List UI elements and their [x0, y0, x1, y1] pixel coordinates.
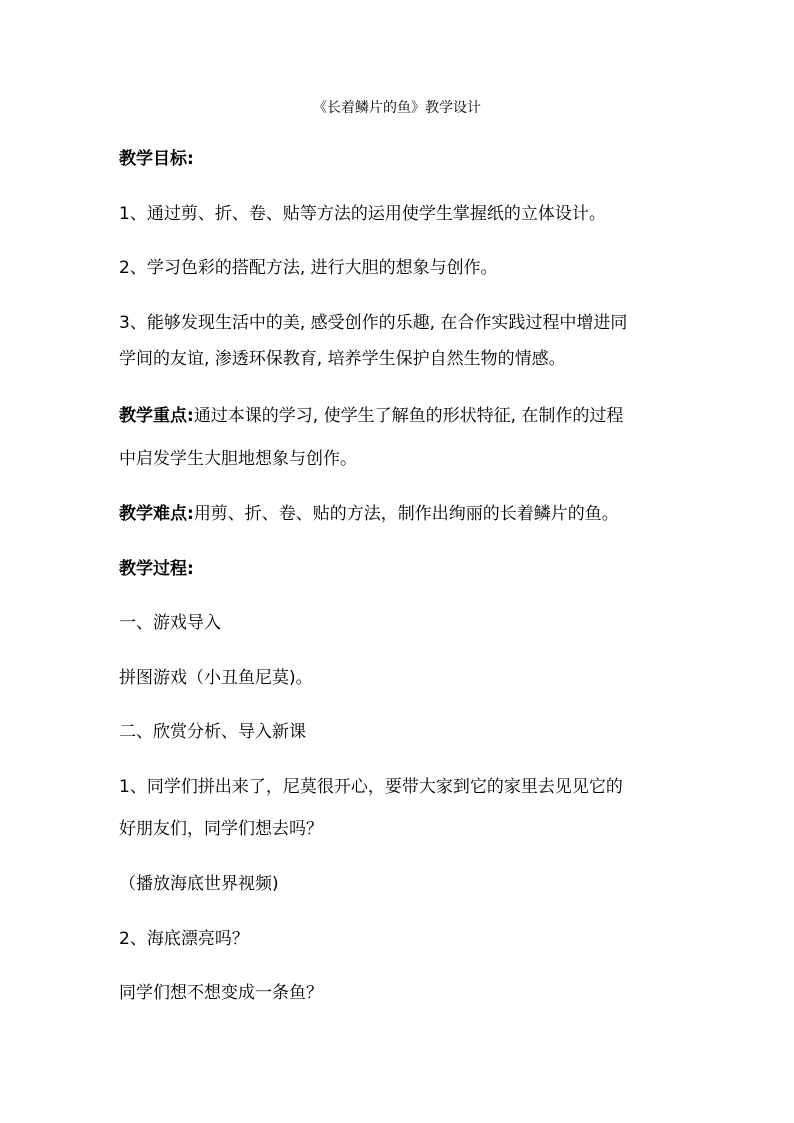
process-line: 二、欣赏分析、导入新课 [119, 722, 306, 742]
objective-line: 1、通过剪、折、卷、贴等方法的运用使学生掌握纸的立体设计。 [119, 204, 606, 224]
key-point-paragraph [119, 403, 689, 429]
objective-line: 3、能够发现生活中的美, 感受创作的乐趣, 在合作实践过程中增进同 [119, 313, 628, 333]
objective-line: 2、学习色彩的搭配方法, 进行大胆的想象与创作。 [119, 258, 498, 278]
process-line: 一、游戏导入 [119, 613, 221, 633]
key-point-continuation: 中启发学生大胆地想象与创作。 [119, 449, 357, 469]
process-line: 好朋友们，同学们想去吗？ [119, 819, 323, 839]
objective-line: 学间的友谊, 渗透环保教育, 培养学生保护自然生物的情感。 [119, 349, 566, 369]
document-title: 《长着鳞片的鱼》教学设计 [313, 100, 481, 116]
process-line: 2、海底漂亮吗？ [119, 929, 249, 949]
difficulty-text: 用剪、折、卷、贴的方法，制作出绚丽的长着鳞片的鱼。 [193, 504, 619, 524]
process-line: 拼图游戏（小丑鱼尼莫)。 [119, 668, 313, 688]
process-line: 同学们想不想变成一条鱼？ [119, 983, 323, 1003]
process-heading: 教学过程: [119, 559, 194, 579]
process-line: （播放海底世界视频) [119, 874, 279, 894]
difficulty-label: 教学难点: [119, 504, 194, 524]
objectives-heading: 教学目标: [119, 149, 194, 169]
key-point-label: 教学重点: [119, 406, 194, 426]
key-point-text: 通过本课的学习, 使学生了解鱼的形状特征, 在制作的过程 [193, 406, 624, 426]
difficulty-paragraph [119, 501, 689, 527]
process-line: 1、同学们拼出来了，尼莫很开心，要带大家到它的家里去见见它的 [119, 777, 623, 797]
